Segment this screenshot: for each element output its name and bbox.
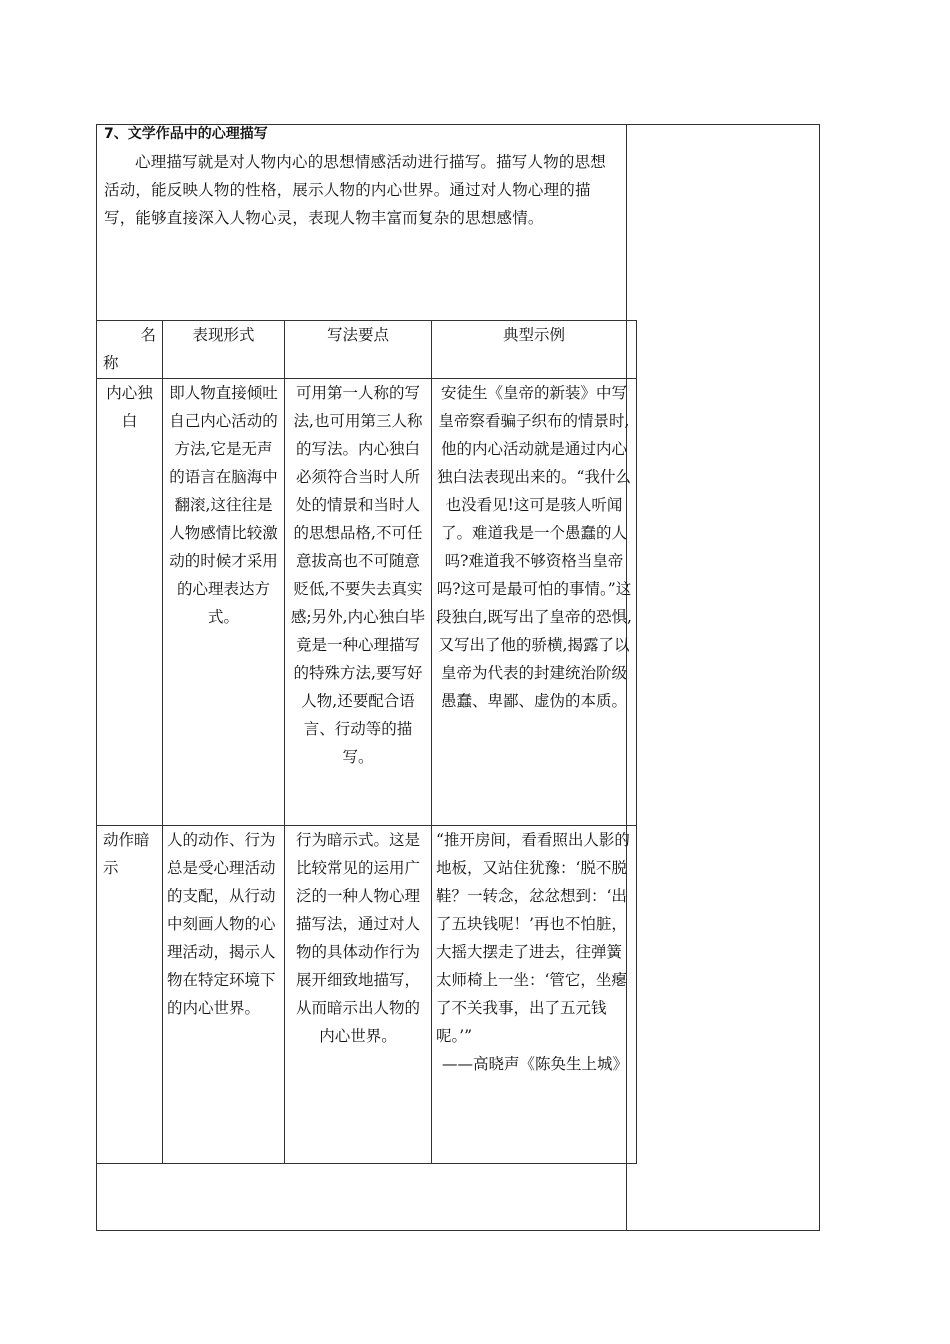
table-header-row: [97, 321, 637, 379]
section-title: 7、文学作品中的心理描写: [104, 126, 268, 142]
table-row: [97, 379, 637, 826]
header-example: 典型示例: [432, 321, 637, 379]
header-form: 表现形式: [163, 321, 285, 379]
row-name: 内心独白: [97, 379, 163, 826]
intro-block: [104, 124, 620, 232]
intro-paragraph: 心理描写就是对人物内心的思想情感活动进行描写。描写人物的思想活动，能反映人物的性格，展示人物的内心世界。通过对人物心理的描写，能够直接深入人物心灵，表现人物丰富而复杂的思想感情。: [104, 153, 607, 227]
row-method: 可用第一人称的写法,也可用第三人称的写法。内心独白必须符合当时人所处的情景和当时人的思想品格,不可任意拔高也不可随意贬低,不要失去真实感;另外,内心独白毕竟是一种心理描写的特殊方法,要写好人物,还要配合语言、行动等的描写。: [285, 379, 432, 826]
table-row: [97, 826, 637, 1164]
header-name: [97, 321, 163, 379]
row-example: 安徒生《皇帝的新装》中写皇帝察看骗子织布的情景时,他的内心活动就是通过内心独白法表现出来的。“我什么也没看见!这可是骇人听闻了。难道我是一个愚蠢的人吗?难道我不够资格当皇帝吗?这可是最可怕的事情。”这段独白,既写出了皇帝的恐惧,又写出了他的骄横,揭露了以皇帝为代表的封建统治阶级愚蠢、卑鄙、虚伪的本质。: [432, 379, 637, 826]
row-example-cell: [432, 826, 637, 1164]
header-name-part1: 名: [140, 326, 156, 344]
psychology-table: [96, 320, 637, 1164]
row-example: “推开房间，看看照出人影的地板，又站住犹豫：‘脱不脱鞋？一转念，忿忿想到：‘出了五块钱呢！’再也不怕脏，大摇大摆走了进去，往弹簧太师椅上一坐：‘管它，坐瘪了不关我事，出了五元钱呢。’”: [436, 831, 630, 1045]
row-name: 动作暗示: [97, 826, 163, 1164]
header-name-part2: 称: [103, 354, 119, 372]
header-method: 写法要点: [285, 321, 432, 379]
row-method: 行为暗示式。这是比较常见的运用广泛的一种人物心理描写法，通过对人物的具体动作行为展开细致地描写，从而暗示出人物的内心世界。: [285, 826, 432, 1164]
row-form: 即人物直接倾吐自己内心活动的方法,它是无声的语言在脑海中翻滚,这往往是人物感情比较激动的时候才采用的心理表达方式。: [163, 379, 285, 826]
example-source: ——高晓声《陈奂生上城》: [441, 1055, 628, 1073]
row-form: 人的动作、行为总是受心理活动的支配，从行动中刻画人物的心理活动，揭示人物在特定环境下的内心世界。: [163, 826, 285, 1164]
